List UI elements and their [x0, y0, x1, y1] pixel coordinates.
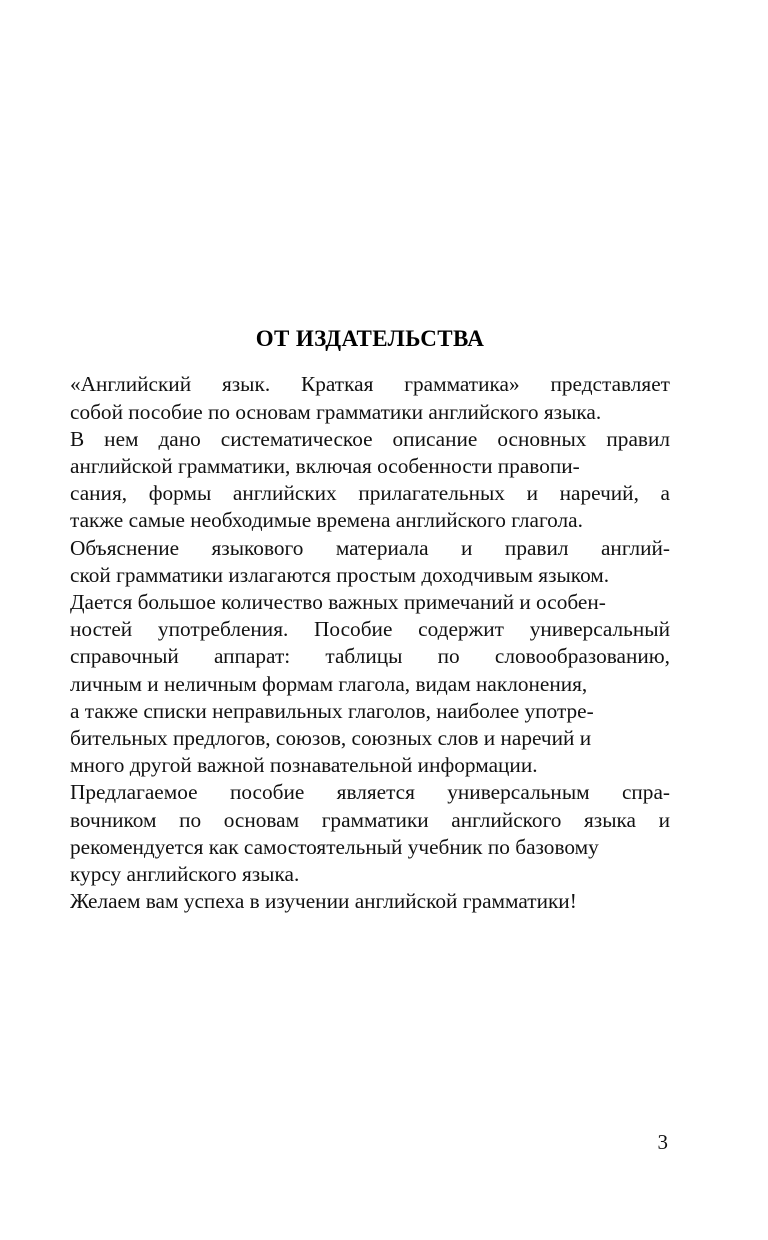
text-line: Объяснение языкового материала и правил англий-	[70, 535, 670, 560]
page-footer	[0, 1132, 668, 1153]
text-line: а также списки неправильных глаголов, наиболее употре-	[70, 698, 594, 723]
text-line: рекомендуется как самостоятельный учебник по базовому	[70, 834, 599, 859]
text-line: ской грамматики излагаются простым доходчивым языком.	[70, 562, 610, 587]
text-line: сания, формы английских прилагательных и наречий, а	[70, 481, 670, 506]
text-line: ностей употребления. Пособие содержит универсальный	[70, 617, 670, 642]
text-line: курсу английского языка.	[70, 861, 300, 886]
text-line: также самые необходимые времена английского глагола.	[70, 508, 583, 533]
text-line: справочный аппарат: таблицы по словообразованию,	[70, 644, 670, 669]
text-line: вочником по основам грамматики английского языка и	[70, 807, 670, 832]
body-text	[70, 371, 670, 915]
text-line: английской грамматики, включая особенности правопи-	[70, 453, 580, 478]
page-title: ОТ ИЗДАТЕЛЬСТВА	[255, 326, 485, 351]
text-line: В нем дано систематическое описание основных правил	[70, 426, 670, 451]
text-line: «Английский язык. Краткая грамматика» представляет	[70, 372, 670, 397]
text-line: собой пособие по основам грамматики английского языка.	[70, 399, 602, 424]
text-line: личным и неличным формам глагола, видам наклонения,	[70, 671, 588, 696]
page-number: 3	[657, 1130, 668, 1154]
text-line: Желаем вам успеха в изучении английской грамматики!	[70, 889, 577, 914]
text-line: много другой важной познавательной информации.	[70, 753, 538, 778]
text-line: бительных предлогов, союзов, союзных слов и наречий и	[70, 725, 592, 750]
text-line: Предлагаемое пособие является универсальным спра-	[70, 780, 670, 805]
page-content	[70, 326, 670, 915]
text-line: Дается большое количество важных примечаний и особен-	[70, 589, 606, 614]
